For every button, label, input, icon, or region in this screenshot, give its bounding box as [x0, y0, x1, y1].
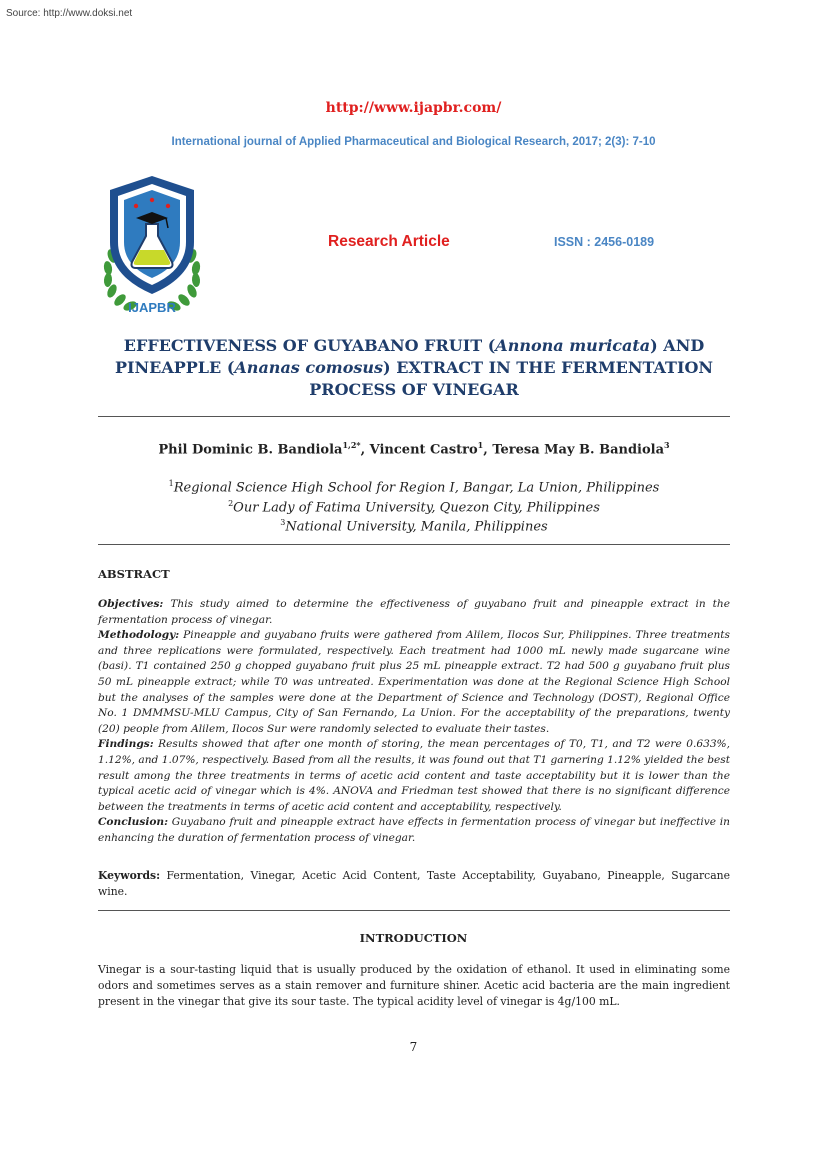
author-name: Teresa May B. Bandiola	[492, 442, 665, 458]
author-name: Phil Dominic B. Bandiola	[158, 442, 343, 458]
affiliation: $^3$National University, Manila, Philippines	[280, 518, 548, 535]
author-list: Phil Dominic B. Bandiola$^{1,2*}$, Vincent Castro$^1$, Teresa May B. Bandiola$^3$	[158, 440, 670, 458]
keywords-divider	[98, 910, 730, 911]
affiliation: $^1$Regional Science High School for Region I, Bangar, La Union, Philippines	[168, 479, 660, 496]
keywords: Keywords: Fermentation, Vinegar, Acetic Acid Content, Taste Acceptability, Guyabano, Pineapple, Sugarcane wine.	[98, 869, 730, 898]
source-url[interactable]: Source: http://www.doksi.net	[6, 8, 133, 19]
abstract-findings: Findings: Results showed that after one month of storing, the mean percentages of T0, T1, and T2 were 0.633%, 1.12%, and 1.07%, respectively. Based from all the results, it was found out that T1 garnering 1.12% yielded the best result among the three treatments in terms of acetic acid content and taste acceptability but it is lower than the typical acetic acid of vinegar which is 4%. ANOVA and Friedman test showed that there is no significant difference between the treatments in terms of acetic acid content and acceptability, respectively.	[98, 738, 730, 813]
scientific-name-pineapple: Ananas comosus	[234, 358, 384, 377]
issn: ISSN : 2456-0189	[554, 235, 655, 249]
affiliation: $^2$Our Lady of Fatima University, Quezon City, Philippines	[228, 499, 600, 516]
abstract-heading: ABSTRACT	[98, 567, 170, 581]
abstract-conclusion: Conclusion: Guyabano fruit and pineapple extract have effects in fermentation process of vinegar but ineffective in enhancing the duration of fermentation process of vinegar.	[98, 816, 730, 844]
scientific-name-guyabano: Annona muricata	[495, 336, 651, 355]
journal-citation: International journal of Applied Pharmaceutical and Biological Research, 2017; 2(3): 7-10	[171, 136, 656, 148]
journal-logo	[98, 170, 206, 320]
logo-text: IJAPBR	[128, 300, 176, 315]
article-type: Research Article	[328, 233, 450, 250]
abstract-objectives: Objectives: This study aimed to determine the effectiveness of guyabano fruit and pineapple extract in the fermentation process of vinegar.	[98, 598, 730, 626]
abstract-body	[98, 597, 730, 847]
paper-title: EFFECTIVENESS OF GUYABANO FRUIT (Annona muricata) AND PINEAPPLE (Ananas comosus) EXTRACT IN THE FERMENTATION PROCESS OF VINEGAR	[114, 336, 713, 399]
affiliation-divider	[98, 544, 730, 545]
journal-url[interactable]: http://www.ijapbr.com/	[325, 100, 502, 116]
introduction-heading: INTRODUCTION	[359, 931, 468, 945]
abstract-methodology: Methodology: Pineapple and guyabano fruits were gathered from Alilem, Ilocos Sur, Philippines. Three treatments and three replications were formulated, respectively. Each treatment had 1000 mL newly made sugarcane wine (basi). T1 contained 250 g chopped guyabano fruit plus 25 mL pineapple extract. T2 had 500 g guyabano fruit plus 50 mL pineapple extract; while T0 was untreated. Experimentation was done at the Regional Science High School but the analyses of the samples were done at the Department of Science and Technology (DOST), Regional Office No. 1 DMMMSU-MLU Campus, City of San Fernando, La Union. For the acceptability of the preparations, twenty (20) people from Alilem, Ilocos Sur were randomly selected to evaluate their tastes.	[98, 629, 730, 735]
title-divider	[98, 416, 730, 417]
page-number: 7	[409, 1040, 418, 1054]
introduction-body: Vinegar is a sour-tasting liquid that is usually produced by the oxidation of ethanol. It used in eliminating some odors and sometimes serves as a stain remover and furniture shiner. Acetic acid bacteria are the main ingredient present in the vinegar that give its sour taste. The typical acidity level of vinegar is 4g/100 mL.	[98, 963, 730, 1008]
author-name: Vincent Castro	[369, 442, 478, 458]
